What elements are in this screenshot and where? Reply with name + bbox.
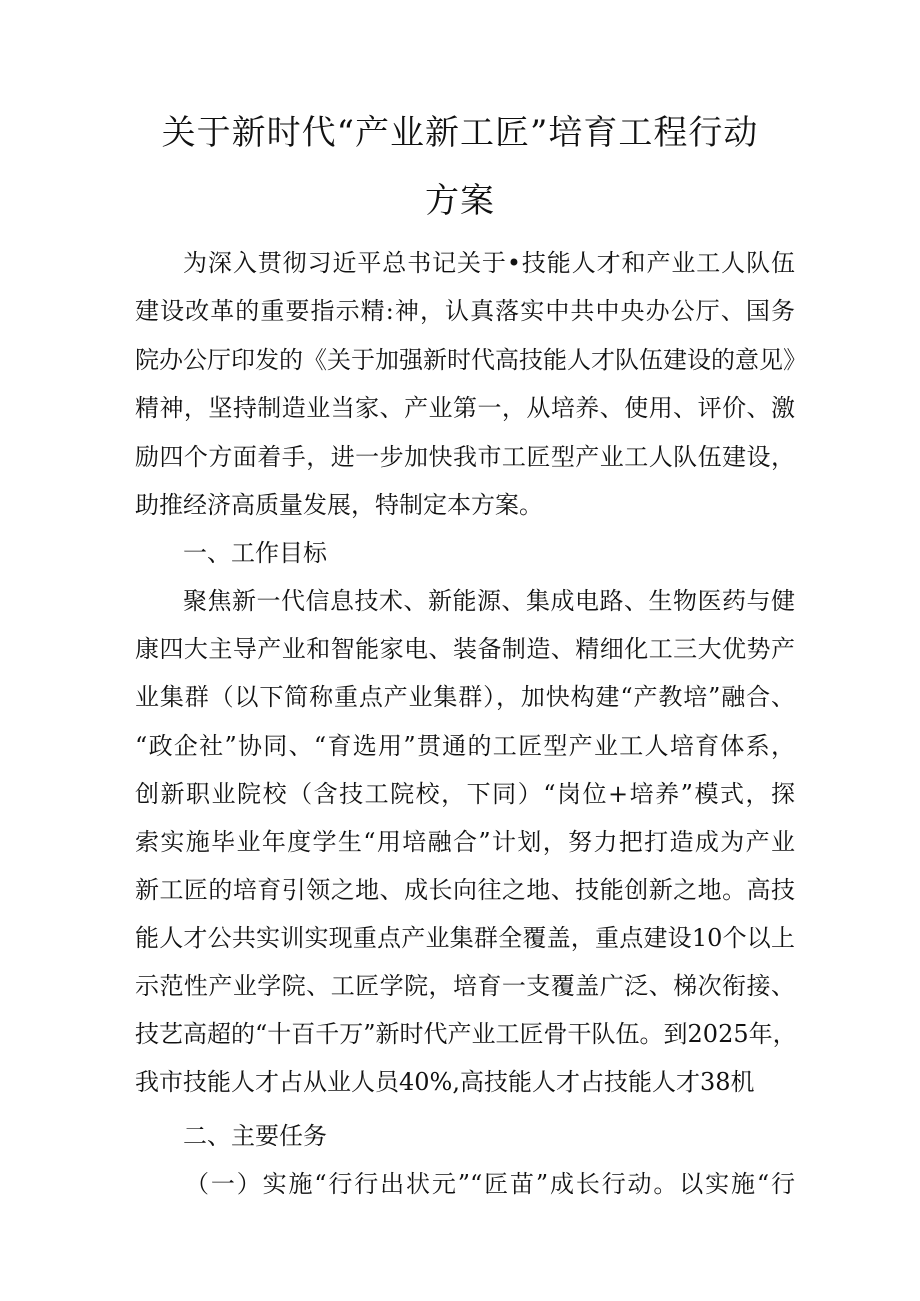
section-heading-tasks: 二、主要任务 [183,1122,327,1150]
document-title-line-1: 关于新时代“产业新工匠”培育工程行动 [161,113,759,153]
section1-line: 业集群（以下简称重点产业集群），加快构建“产教培”融合、 [135,683,795,711]
intro-line: 院办公厅印发的《关于加强新时代高技能人才队伍建设的意见》 [135,346,807,374]
section2-subheading-line: （一）实施“行行出状元”“匠苗”成长行动。以实施“行 [185,1170,795,1198]
document-title-line-2: 方案 [425,181,495,221]
section1-line: 聚焦新一代信息技术、新能源、集成电路、生物医药与健 [183,587,795,615]
section-heading-goals: 一、工作目标 [183,539,327,567]
intro-line: 建设改革的重要指示精:神，认真落实中共中央办公厅、国务 [135,297,795,325]
section1-line: 创新职业院校（含技工院校，下同）“岗位+培养”模式，探 [135,780,795,808]
section1-line: 技艺高超的“十百千万”新时代产业工匠骨干队伍。到2025年， [135,1020,797,1048]
section1-line: 示范性产业学院、工匠学院，培育一支覆盖广泛、梯次衔接、 [135,972,795,1000]
section1-line: 能人才公共实训实现重点产业集群全覆盖，重点建设10个以上 [135,924,795,952]
intro-line: 励四个方面着手，进一步加快我市工匠型产业工人队伍建设， [135,443,795,471]
section1-line: 索实施毕业年度学生“用培融合”计划，努力把打造成为产业 [135,828,795,856]
section1-line: 康四大主导产业和智能家电、装备制造、精细化工三大优势产 [135,635,795,663]
intro-line: 助推经济高质量发展，特制定本方案。 [135,491,543,519]
section1-line: “政企社”协同、“育选用”贯通的工匠型产业工人培育体系， [135,732,795,760]
section1-line: 我市技能人才占从业人员40%,高技能人才占技能人才38机 [135,1068,755,1096]
section1-line: 新工匠的培育引领之地、成长向往之地、技能创新之地。高技 [135,876,795,904]
intro-line: 精神，坚持制造业当家、产业第一，从培养、使用、评价、激 [135,394,795,422]
intro-line: 为深入贯彻习近平总书记关于•技能人才和产业工人队伍 [183,249,795,277]
